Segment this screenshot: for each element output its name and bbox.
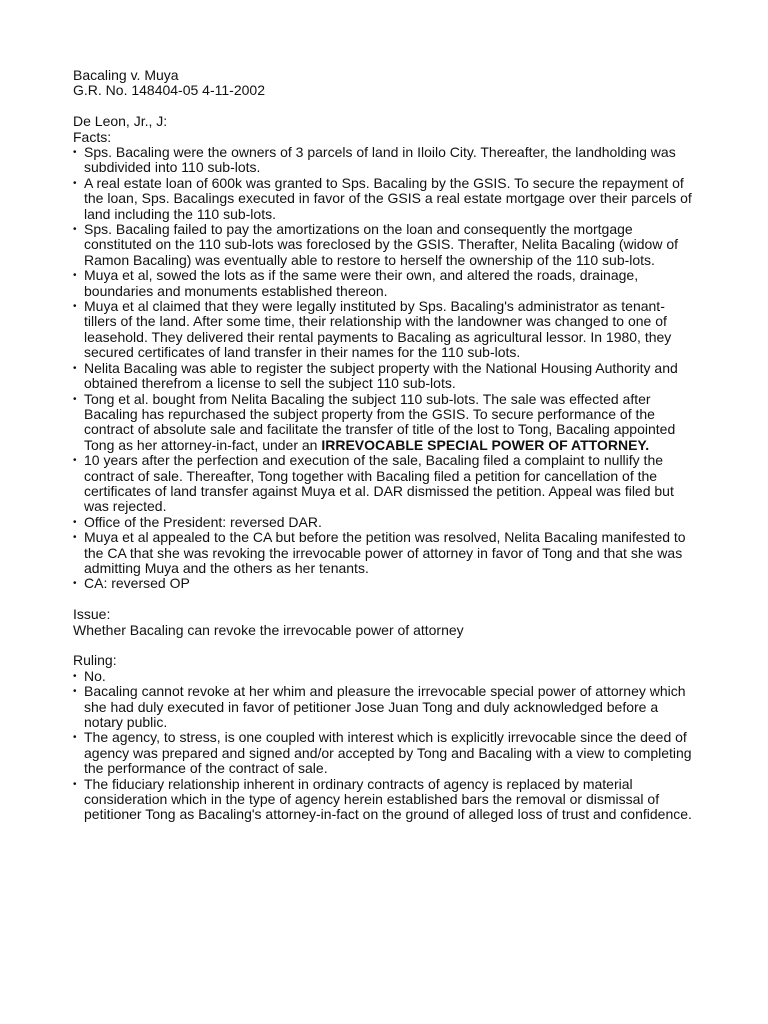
list-item: • Muya et al appealed to the CA but before the petition was resolved, Nelita Bacaling manifested to the CA that she was revoking the irrevocable power of attorney in favor of Tong and that she was admitting Muya and the others as her tenants. — [73, 530, 693, 576]
issue-text: Whether Bacaling can revoke the irrevocable power of attorney — [73, 621, 464, 638]
list-item: • Muya et al claimed that they were legally instituted by Sps. Bacaling's administrator as tenant-tillers of the land. After some time, their relationship with the landowner was changed to one of leasehold. They delivered their rental payments to Bacaling as agricultural lessor. In 1980, they secured certificates of land transfer in their names for the 110 sub-lots. — [73, 299, 693, 361]
list-item: • Sps. Bacaling failed to pay the amortizations on the loan and consequently the mortgage constituted on the 110 sub-lots was foreclosed by the GSIS. Therafter, Nelita Bacaling (widow of Ramon Bacaling) was eventually able to restore to herself the ownership of the 110 sub-lots. — [73, 222, 693, 268]
issue-heading: Issue: — [73, 606, 111, 623]
list-item: • Muya et al, sowed the lots as if the same were their own, and altered the roads, drainage, boundaries and monuments established thereon. — [73, 268, 693, 299]
list-item: • The fiduciary relationship inherent in ordinary contracts of agency is replaced by material consideration which in the type of agency herein established bars the removal or dismissal of petitioner Tong as Bacaling's attorney-in-fact on the ground of alleged loss of trust and confidence. — [73, 777, 693, 823]
list-item: • CA: reversed OP — [73, 576, 693, 591]
list-item: • Office of the President: reversed DAR. — [73, 515, 693, 530]
case-number: G.R. No. 148404-05 4-11-2002 — [73, 82, 265, 99]
ruling-list — [73, 669, 693, 823]
facts-heading: Facts: — [73, 128, 112, 145]
list-item: • The agency, to stress, is one coupled with interest which is explicitly irrevocable since the deed of agency was prepared and signed and/or accepted by Tong and Bacaling with a view to completing the performance of the contract of sale. — [73, 730, 693, 776]
list-item: • 10 years after the perfection and execution of the sale, Bacaling filed a complaint to nullify the contract of sale. Thereafter, Tong together with Bacaling filed a petition for cancellation of the certificates of land transfer against Muya et al. DAR dismissed the petition. Appeal was filed but was rejected. — [73, 453, 693, 515]
list-item-text: Tong et al. bought from Nelita Bacaling the subject 110 sub-lots. The sale was effected after Bacaling has repurchased the subject property from the GSIS. To secure performance of the contract of absolute sale and facilitate the transfer of title of the lost to Tong, Bacaling appointed Tong as her attorney-in-fact, under an — [84, 390, 676, 453]
list-item: • Bacaling cannot revoke at her whim and pleasure the irrevocable special power of attorney which she had duly executed in favor of petitioner Jose Juan Tong and duly acknowledged before a notary public. — [73, 684, 693, 730]
list-item: • Nelita Bacaling was able to register the subject property with the National Housing Authority and obtained therefrom a license to sell the subject 110 sub-lots. — [73, 361, 693, 392]
document-page — [73, 68, 693, 823]
list-item: • Sps. Bacaling were the owners of 3 parcels of land in Iloilo City. Thereafter, the landholding was subdivided into 110 sub-lots. — [73, 145, 693, 176]
list-item: • A real estate loan of 600k was granted to Sps. Bacaling by the GSIS. To secure the repayment of the loan, Sps. Bacalings executed in favor of the GSIS a real estate mortgage over their parcels of land including the 110 sub-lots. — [73, 176, 693, 222]
ponente: De Leon, Jr., J: — [73, 113, 168, 130]
list-item: • No. — [73, 669, 693, 684]
bold-phrase: IRREVOCABLE SPECIAL POWER OF ATTORNEY. — [321, 436, 650, 453]
facts-list — [73, 145, 693, 592]
case-title: Bacaling v. Muya — [73, 67, 179, 83]
ruling-heading: Ruling: — [73, 652, 117, 669]
list-item — [73, 392, 693, 454]
